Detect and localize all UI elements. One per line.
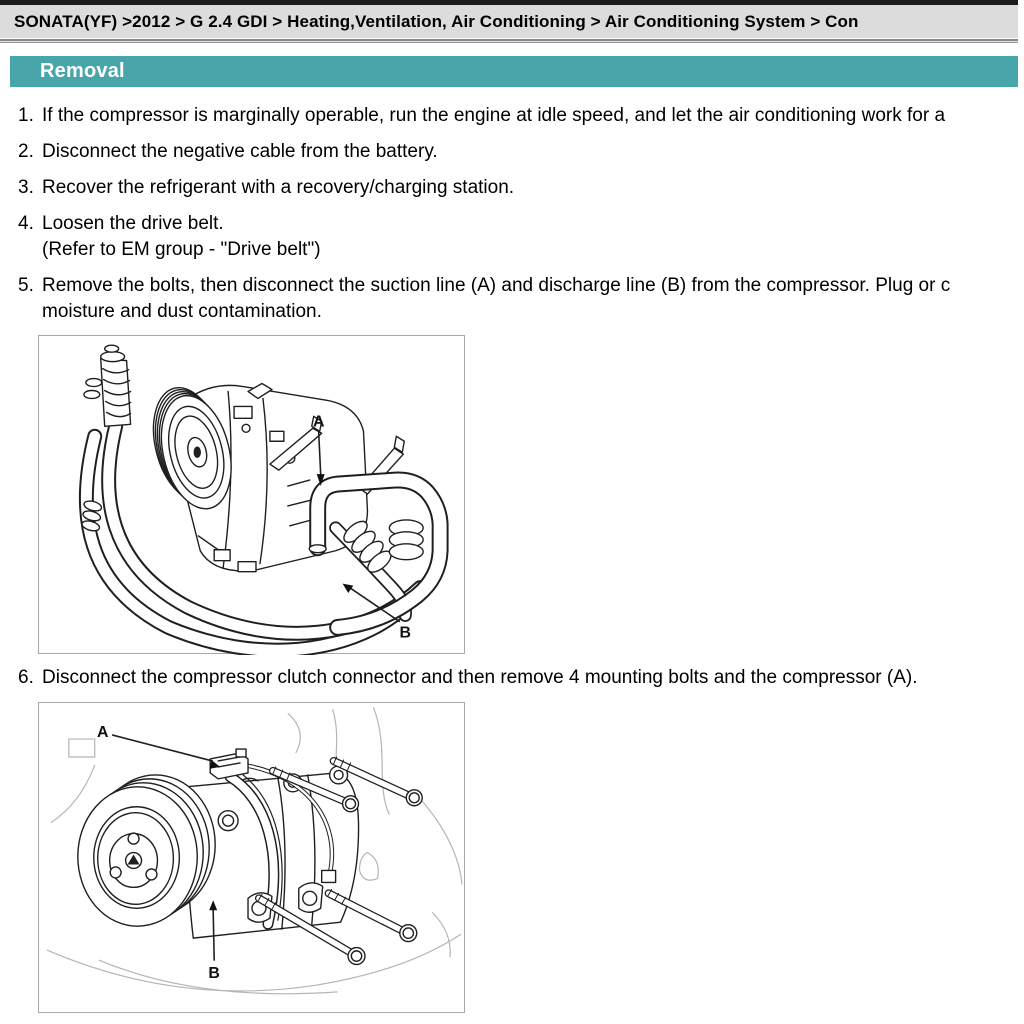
- step-number: 4.: [18, 213, 34, 234]
- figure2-label-b: B: [208, 964, 220, 982]
- figure1-label-b: B: [399, 624, 412, 642]
- step-text: Recover the refrigerant with a recovery/charging station.: [42, 177, 515, 198]
- figure-suction-discharge-lines: [38, 335, 465, 654]
- step-note: (Refer to EM group - "Drive belt"): [42, 239, 321, 260]
- step-number: 2.: [18, 141, 34, 162]
- figure1-label-a: A: [312, 413, 325, 431]
- step-text: Disconnect the negative cable from the battery.: [42, 141, 438, 162]
- step-6: [0, 665, 1024, 691]
- step-number: 6.: [18, 667, 34, 688]
- step-number: 5.: [18, 275, 34, 296]
- compressor-bolts-illustration: [39, 703, 466, 1014]
- step-number: 1.: [18, 105, 34, 126]
- step-number: 3.: [18, 177, 34, 198]
- breadcrumb: SONATA(YF) >2012 > G 2.4 GDI > Heating,Ventilation, Air Conditioning > Air Conditioning System > Con: [14, 11, 859, 31]
- step-text: If the compressor is marginally operable, run the engine at idle speed, and let the air conditioning work for a: [42, 105, 946, 126]
- instruction-list: [0, 103, 1024, 1013]
- label-a: [113, 735, 220, 769]
- step-3: [0, 175, 1024, 201]
- breadcrumb-divider: [0, 38, 1018, 44]
- section-title: Removal: [40, 60, 125, 82]
- step-text: Remove the bolts, then disconnect the suction line (A) and discharge line (B) from the compressor. Plug or c: [42, 275, 951, 296]
- step-2: [0, 139, 1024, 165]
- step-text-continued: moisture and dust contamination.: [42, 301, 322, 322]
- figure-mounting-bolts: [38, 702, 465, 1013]
- step-5: [0, 273, 1024, 325]
- breadcrumb-bar: [0, 5, 1018, 38]
- figure2-label-a: A: [96, 724, 109, 742]
- step-4: [0, 211, 1024, 263]
- compressor-lines-illustration: [39, 336, 466, 655]
- step-text: Loosen the drive belt.: [42, 213, 224, 234]
- step-text: Disconnect the compressor clutch connector and then remove 4 mounting bolts and the compressor (A).: [42, 667, 918, 688]
- step-1: [0, 103, 1024, 129]
- section-header: [10, 56, 1018, 87]
